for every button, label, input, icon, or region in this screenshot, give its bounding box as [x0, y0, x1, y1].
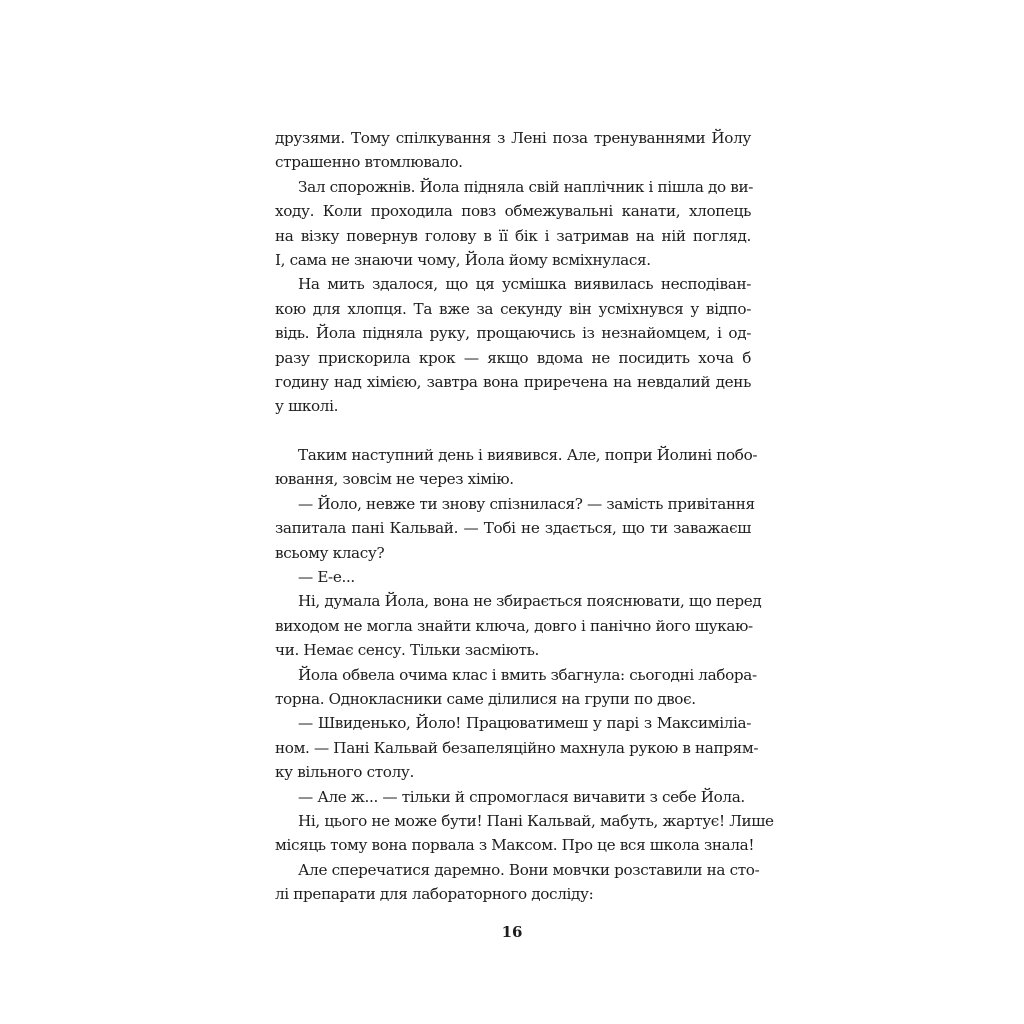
text-line: ку вільного столу.	[275, 763, 414, 782]
text-line: всьому класу?	[275, 543, 385, 562]
text-line: кою для хлопця. Та вже за секунду він усміхнувся у відпо-	[275, 299, 751, 318]
text-line: Зал спорожнів. Йола підняла свій наплічник і пішла до ви-	[298, 177, 754, 196]
text-line: На мить здалося, що ця усмішка виявилась несподіван-	[298, 275, 751, 294]
text-line: Але сперечатися даремно. Вони мовчки розставили на сто-	[298, 860, 760, 879]
text-line: місяць тому вона порвала з Максом. Про це вся школа знала!	[275, 836, 755, 855]
section-break	[275, 419, 751, 443]
text-line: у школі.	[275, 397, 339, 416]
text-line: годину над хімією, завтра вона приречена на невдалий день	[275, 372, 751, 391]
page-number: 16	[501, 923, 523, 941]
text-line: Йола обвела очима клас і вмить збагнула: сьогодні лабора-	[298, 665, 757, 684]
text-line: чи. Немає сенсу. Тільки засміють.	[275, 641, 539, 660]
text-line: лі препарати для лабораторного досліду:	[275, 885, 594, 904]
text-line: страшенно втомлювало.	[275, 153, 463, 172]
text-line: Ні, думала Йола, вона не збирається пояснювати, що перед	[298, 592, 762, 611]
text-line: ювання, зовсім не через хімію.	[275, 470, 514, 489]
text-line: — Е-е...	[298, 568, 355, 587]
text-line: відь. Йола підняла руку, прощаючись із незнайомцем, і од-	[275, 324, 751, 343]
page-body	[275, 126, 774, 907]
text-line: на візку повернув голову в її бік і затримав на ній погляд.	[275, 226, 751, 245]
text-line: Ні, цього не може бути! Пані Кальвай, мабуть, жартує! Лише	[298, 811, 774, 830]
text-line: Таким наступний день і виявився. Але, попри Йолині побо-	[298, 446, 758, 465]
text-line: — Але ж... — тільки й спромоглася вичавити з себе Йола.	[298, 787, 745, 806]
text-line: торна. Однокласники саме ділилися на групи по двоє.	[275, 689, 696, 708]
text-line: запитала пані Кальвай. — Тобі не здається, що ти заважаєш	[275, 519, 751, 538]
text-line: ходу. Коли проходила повз обмежувальні канати, хлопець	[275, 202, 751, 221]
text-line: ном. — Пані Кальвай безапеляційно махнула рукою в напрям-	[275, 738, 759, 757]
text-line: друзями. Тому спілкування з Лені поза тренуваннями Йолу	[275, 129, 751, 147]
text-line: — Швиденько, Йоло! Працюватимеш у парі з Максиміліа-	[298, 714, 751, 733]
text-line: — Йоло, невже ти знову спізнилася? — замість привітання	[298, 494, 755, 513]
text-line: виходом не могла знайти ключа, довго і панічно його шукаю-	[275, 616, 753, 635]
text-line: разу прискорила крок — якщо вдома не посидить хоча б	[275, 348, 751, 367]
text-line: І, сама не знаючи чому, Йола йому всміхнулася.	[275, 250, 651, 269]
